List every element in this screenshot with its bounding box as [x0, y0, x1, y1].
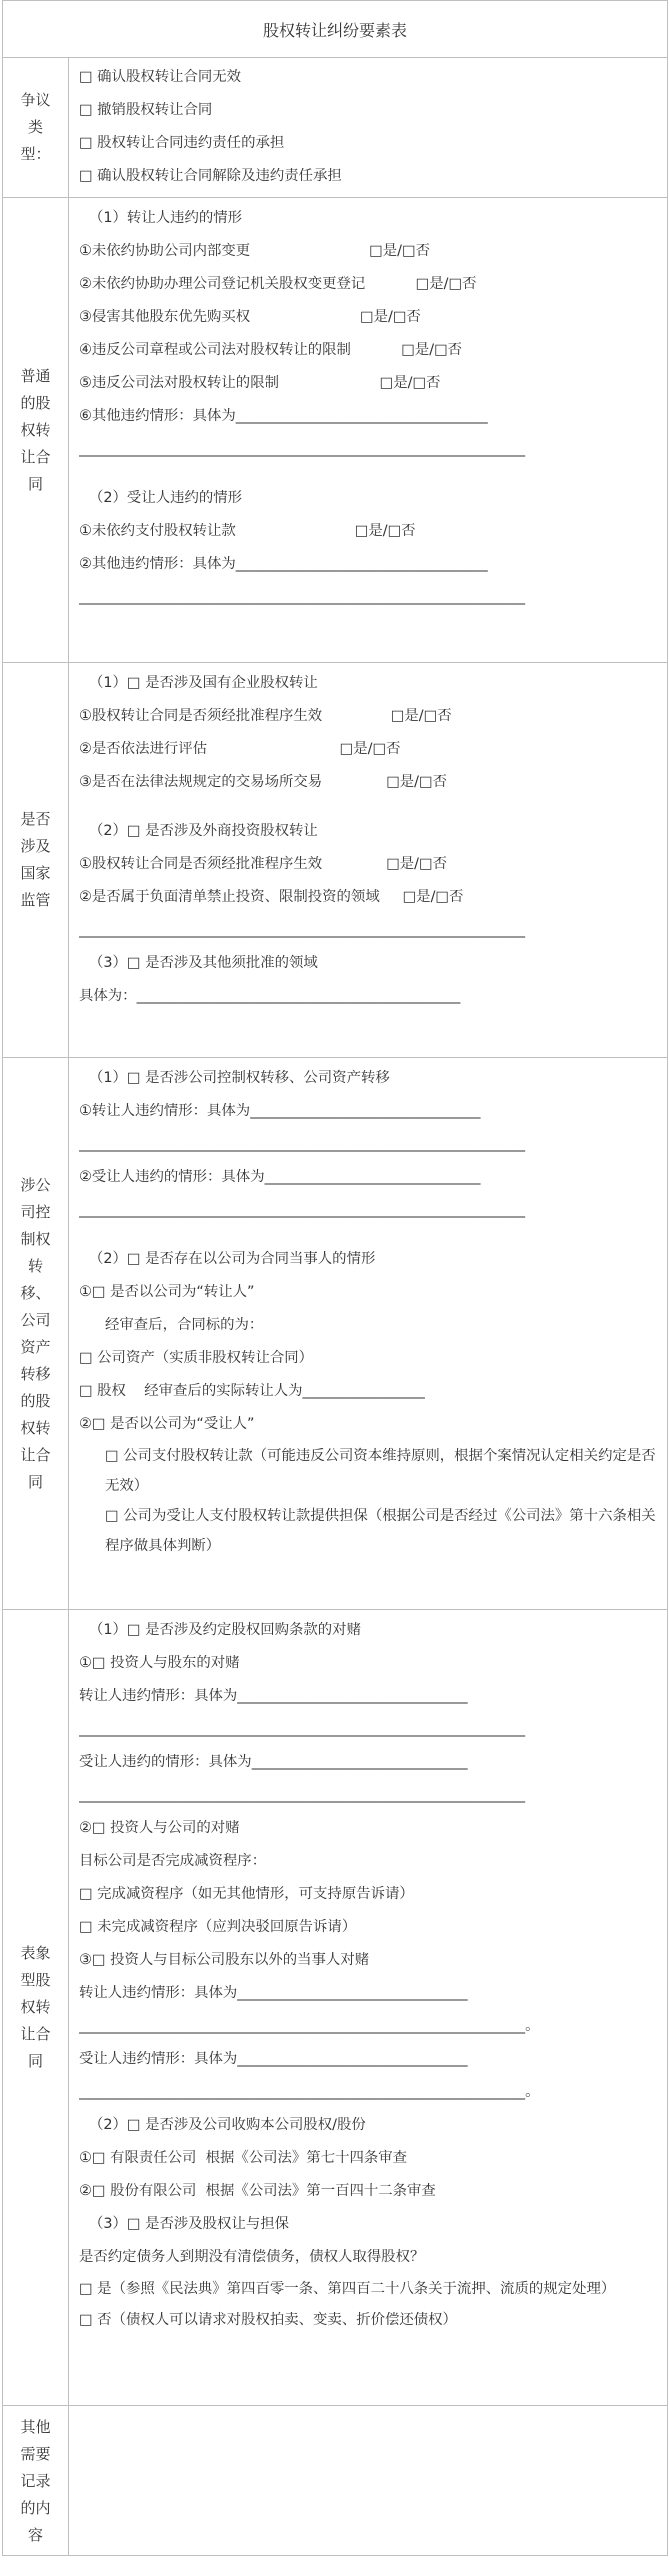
row-control-transfer — [3, 1058, 667, 1610]
row-label-text: 其他需要记录的内容 — [20, 2417, 51, 2544]
row-label — [3, 1058, 69, 1609]
fill-in-line[interactable]: 转让人违约情形：具体为________________________________ — [79, 1688, 468, 1704]
row-dispute-type — [3, 58, 667, 198]
yes-no-item[interactable]: ②未依约协助办理公司登记机关股权变更登记 □是/□否 — [79, 276, 477, 292]
checkbox-option[interactable]: □ 公司为受让人支付股权转让款提供担保（根据公司是否经过《公司法》第十六条相关程序做具体判断） — [105, 1508, 656, 1554]
subsection-heading[interactable]: （1）□ 是否涉及约定股权回购条款的对赌 — [89, 1622, 361, 1638]
checkbox-option[interactable]: ①□ 是否以公司为“转让人” — [79, 1284, 255, 1300]
checkbox-option[interactable]: □ 股权转让合同违约责任的承担 — [79, 135, 285, 151]
notes-area[interactable] — [69, 2406, 667, 2556]
yes-no-item[interactable]: ④违反公司章程或公司法对股权转让的限制 □是/□否 — [79, 342, 463, 358]
yes-no-item[interactable]: ②是否依法进行评估 □是/□否 — [79, 741, 401, 757]
subsection-heading[interactable]: （1）□ 是否涉及国有企业股权转让 — [89, 675, 318, 691]
row-content — [69, 198, 667, 662]
blank-line[interactable]: ______________________________________________________________。 — [79, 2018, 540, 2034]
row-surface-contract — [3, 1610, 667, 2406]
row-label-text: 涉公司控制权转移、公司资产转移的股权转让合同 — [20, 1175, 51, 1491]
checkbox-option[interactable]: □ 未完成减资程序（应判决驳回原告诉请） — [79, 1919, 357, 1935]
checkbox-option[interactable]: ③□ 投资人与目标公司股东以外的当事人对赌 — [79, 1952, 370, 1968]
checkbox-option[interactable]: ②□ 投资人与公司的对赌 — [79, 1820, 240, 1836]
subsection-heading[interactable]: （3）□ 是否涉及股权让与担保 — [89, 2216, 290, 2232]
row-content — [69, 1058, 667, 1609]
yes-no-item[interactable]: ③是否在法律法规规定的交易场所交易 □是/□否 — [79, 774, 448, 790]
subsection-heading[interactable]: （1）□ 是否涉公司控制权转移、公司资产转移 — [89, 1070, 390, 1086]
row-ordinary-contract — [3, 198, 667, 663]
blank-line[interactable]: ______________________________________________________________ — [79, 1787, 526, 1803]
checkbox-option[interactable]: ②□ 是否以公司为“受让人” — [79, 1416, 255, 1432]
row-label-text: 普通的股权转让合同 — [20, 366, 51, 493]
fill-in-line[interactable]: ⑥其他违约情形：具体为___________________________________ — [79, 408, 488, 424]
fill-in-line[interactable]: ②受让人违约的情形：具体为______________________________ — [79, 1169, 481, 1185]
fill-in-line[interactable]: 转让人违约情形：具体为________________________________ — [79, 1985, 468, 2001]
blank-line[interactable]: ______________________________________________________________ — [79, 589, 526, 605]
subsection-heading[interactable]: （3）□ 是否涉及其他须批准的领域 — [89, 955, 318, 971]
row-label-text: 是否涉及国家监管 — [20, 810, 51, 909]
subsection-heading[interactable]: （2）□ 是否涉及外商投资股权转让 — [89, 823, 318, 839]
row-label — [3, 198, 69, 662]
blank-line[interactable]: ______________________________________________________________ — [79, 1202, 526, 1218]
table-title — [3, 1, 667, 58]
row-label — [3, 663, 69, 1057]
row-content — [69, 58, 667, 197]
subsection-heading[interactable]: （2）□ 是否涉及公司收购本公司股权/股份 — [89, 2117, 366, 2133]
checkbox-option[interactable]: □ 确认股权转让合同无效 — [79, 69, 242, 85]
row-label — [3, 58, 69, 197]
checkbox-option[interactable]: □ 否（债权人可以请求对股权拍卖、变卖、折价偿还债权） — [79, 2312, 457, 2328]
yes-no-item[interactable]: ①股权转让合同是否须经批准程序生效 □是/□否 — [79, 708, 452, 724]
checkbox-option[interactable]: □ 是（参照《民法典》第四百零一条、第四百二十八条关于流押、流质的规定处理） — [79, 2281, 616, 2297]
fill-in-line[interactable]: 受让人违约情形：具体为________________________________ — [79, 2051, 468, 2067]
blank-line[interactable]: ______________________________________________________________ — [79, 922, 526, 938]
checkbox-option[interactable]: ①□ 有限责任公司 根据《公司法》第七十四条审查 — [79, 2150, 408, 2166]
yes-no-item[interactable]: ③侵害其他股东优先购买权 □是/□否 — [79, 309, 421, 325]
subsection-heading: （1）转让人违约的情形 — [89, 210, 243, 226]
checkbox-option[interactable]: ②□ 股份有限公司 根据《公司法》第一百四十二条审查 — [79, 2183, 436, 2199]
row-other-notes — [3, 2406, 667, 2556]
fill-in-line[interactable]: 受让人违约的情形：具体为______________________________ — [79, 1754, 468, 1770]
element-table — [2, 0, 668, 2556]
subsection-heading[interactable]: （2）□ 是否存在以公司为合同当事人的情形 — [89, 1251, 376, 1267]
yes-no-item[interactable]: ⑤违反公司法对股权转让的限制 □是/□否 — [79, 375, 441, 391]
checkbox-option[interactable]: □ 公司支付股权转让款（可能违反公司资本维持原则，根据个案情况认定相关约定是否无效） — [105, 1448, 656, 1494]
row-content — [69, 663, 667, 1057]
checkbox-option[interactable]: □ 撤销股权转让合同 — [79, 102, 213, 118]
yes-no-item[interactable]: ①未依约协助公司内部变更 □是/□否 — [79, 243, 430, 259]
checkbox-option[interactable]: □ 股权 经审查后的实际转让人为_________________ — [79, 1383, 425, 1399]
static-text: 目标公司是否完成减资程序： — [79, 1853, 267, 1869]
row-label — [3, 1610, 69, 2405]
yes-no-item[interactable]: ①股权转让合同是否须经批准程序生效 □是/□否 — [79, 856, 448, 872]
blank-line[interactable]: ______________________________________________________________。 — [79, 2084, 540, 2100]
checkbox-option[interactable]: □ 确认股权转让合同解除及违约责任承担 — [79, 168, 342, 184]
fill-in-line[interactable]: ②其他违约情形：具体为___________________________________ — [79, 556, 488, 572]
yes-no-item[interactable]: ①未依约支付股权转让款 □是/□否 — [79, 523, 416, 539]
page-title: 股权转让纠纷要素表 — [262, 20, 407, 40]
fill-in-line[interactable]: ①转让人违约情形：具体为________________________________ — [79, 1103, 481, 1119]
row-content — [69, 1610, 667, 2405]
yes-no-item[interactable]: ②是否属于负面清单禁止投资、限制投资的领域 □是/□否 — [79, 889, 464, 905]
row-label-text: 争议类型： — [20, 91, 51, 163]
static-text: 经审查后，合同标的为： — [105, 1317, 264, 1333]
blank-line[interactable]: ______________________________________________________________ — [79, 1136, 526, 1152]
row-label-text: 表象型股权转让合同 — [20, 1944, 51, 2070]
blank-line[interactable]: ______________________________________________________________ — [79, 441, 526, 457]
checkbox-option[interactable]: □ 公司资产（实质非股权转让合同） — [79, 1350, 314, 1366]
static-text: 是否约定债务人到期没有清偿债务，债权人取得股权？ — [79, 2249, 425, 2265]
blank-line[interactable]: ______________________________________________________________ — [79, 1721, 526, 1737]
row-label — [3, 2406, 69, 2556]
subsection-heading: （2）受让人违约的情形 — [89, 490, 243, 506]
row-state-supervision — [3, 663, 667, 1058]
fill-in-line[interactable]: 具体为：_____________________________________________ — [79, 988, 461, 1004]
checkbox-option[interactable]: ①□ 投资人与股东的对赌 — [79, 1655, 240, 1671]
checkbox-option[interactable]: □ 完成减资程序（如无其他情形，可支持原告诉请） — [79, 1886, 414, 1902]
